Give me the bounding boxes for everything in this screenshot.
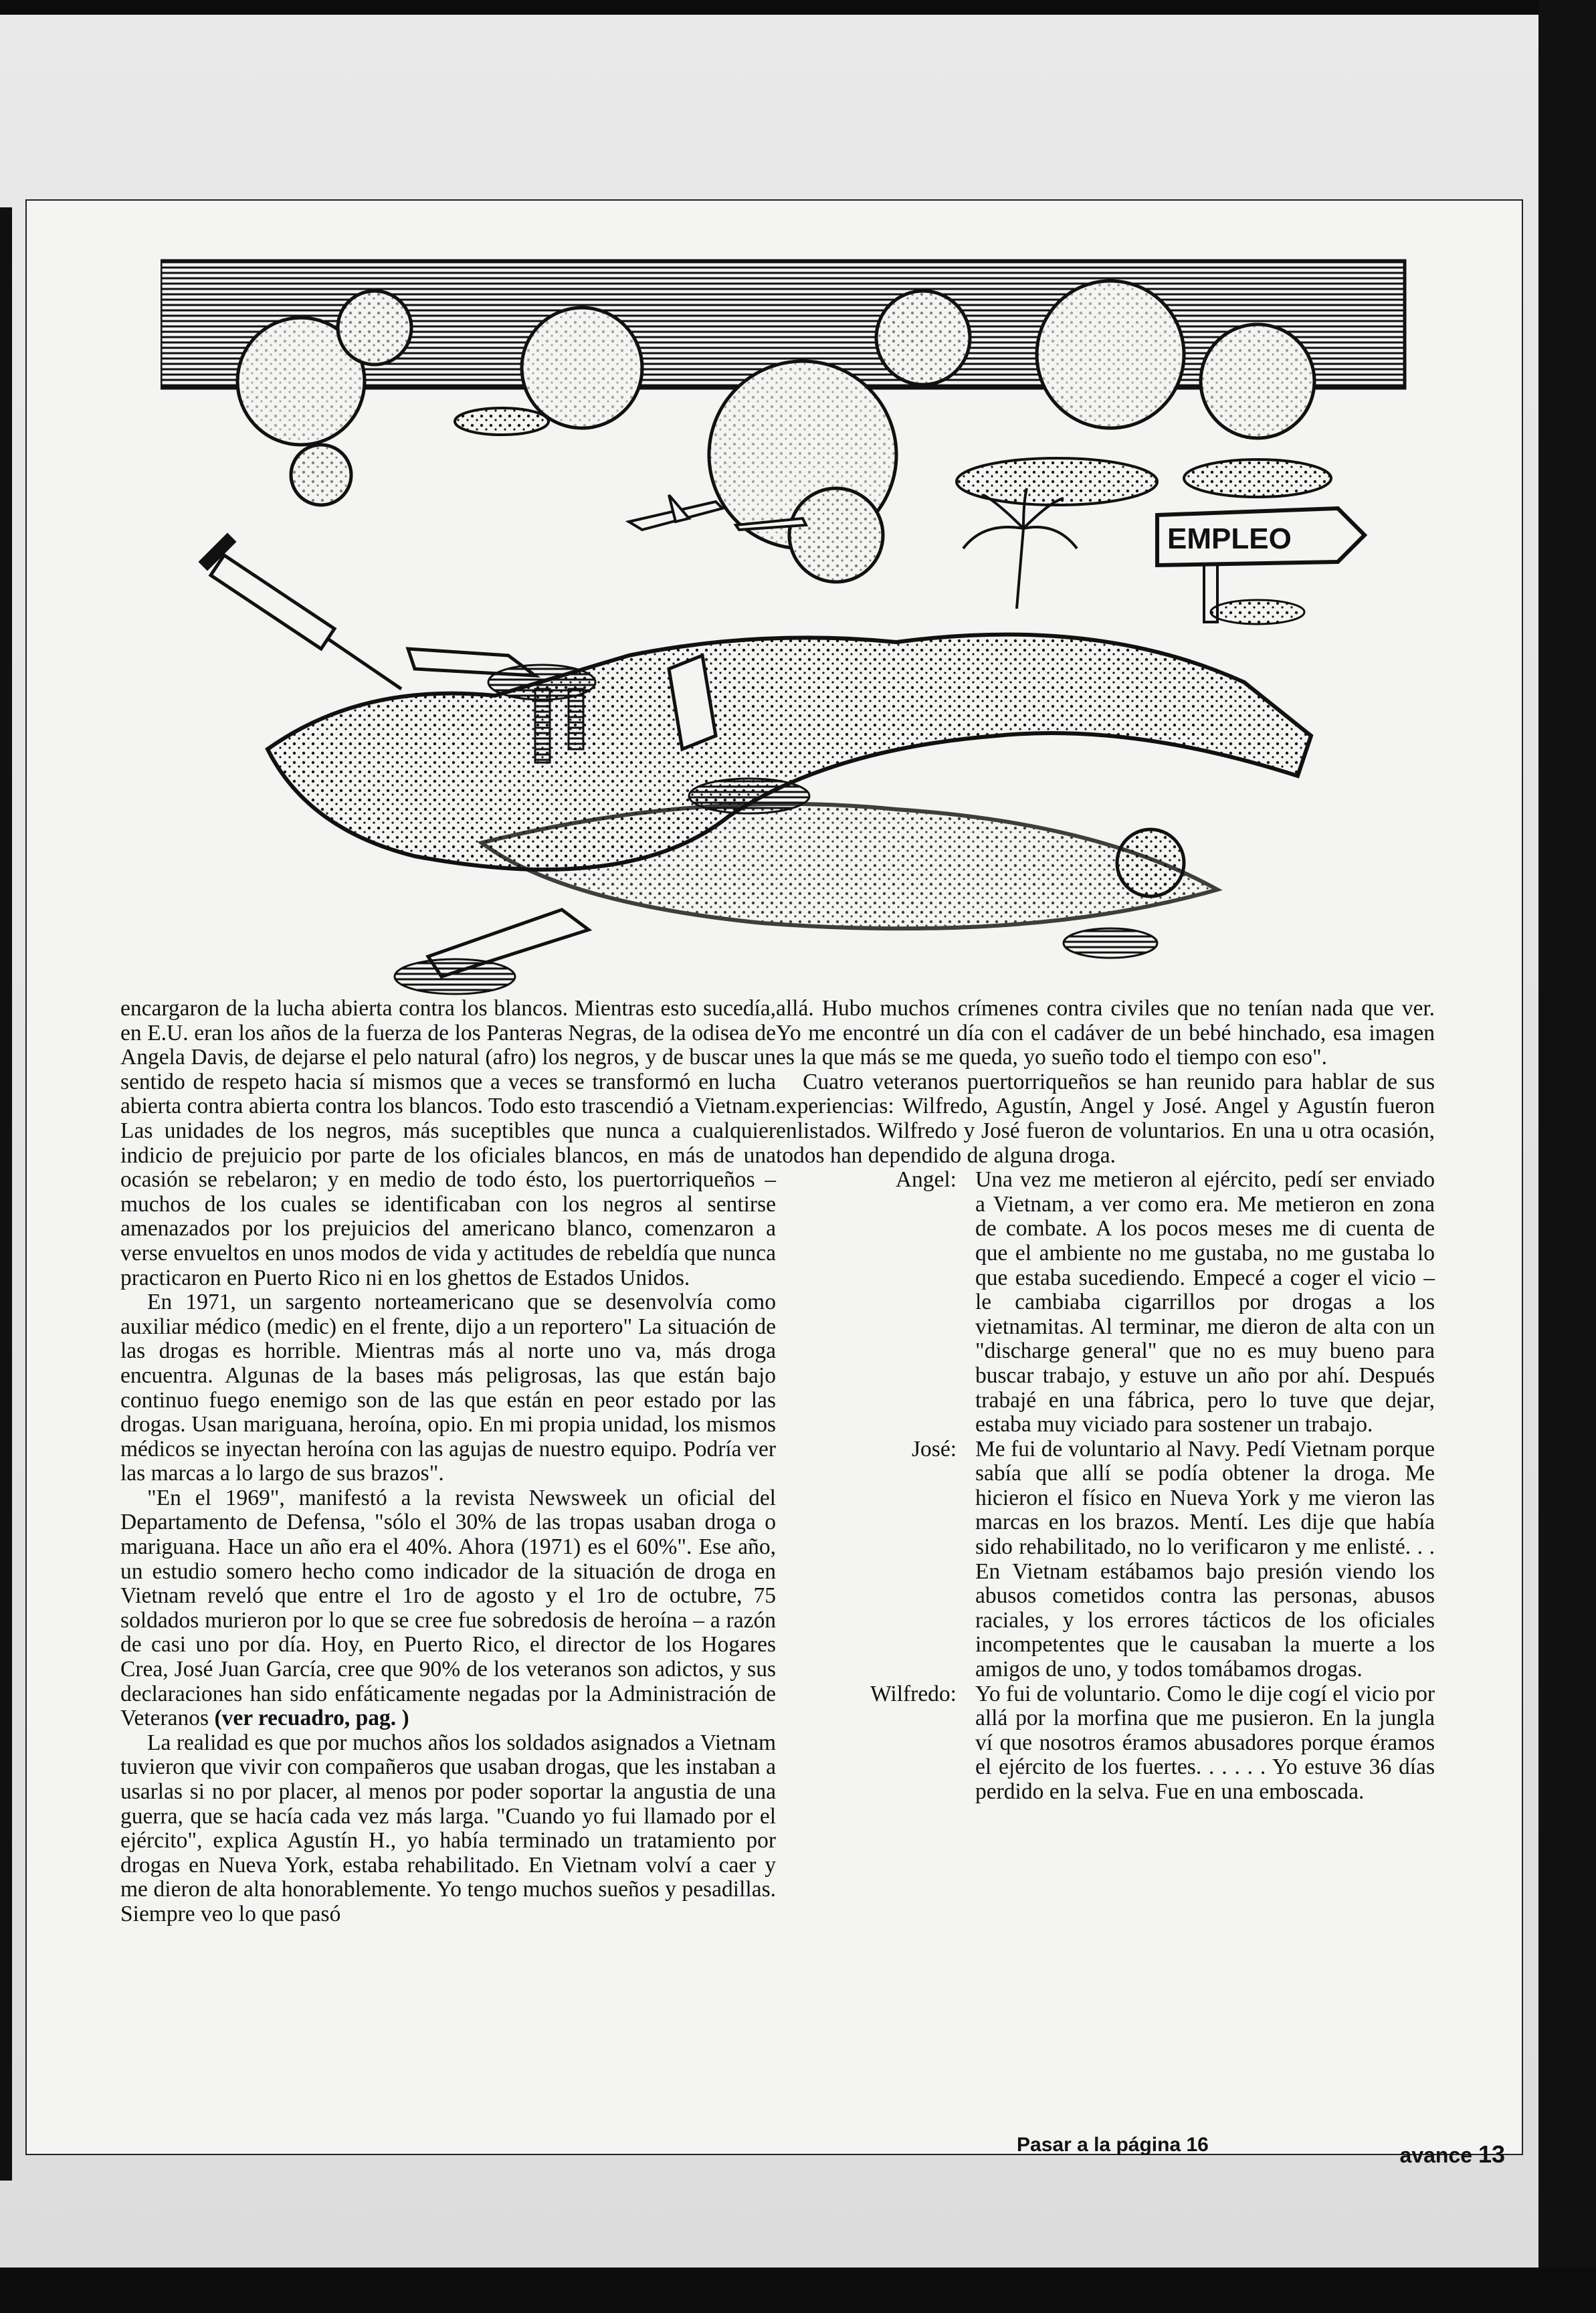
speech-jose: Me fui de voluntario al Navy. Pedí Vietnam porque sabía que allí se podía obtener la droga. Me hicieron el físico en Nueva York y me vieron las marcas en los brazos. Mentí. Les dije que había sido rehabilitado, no lo verificaron y me enlisté. . . En Vietnam estábamos bajo presión viendo los abusos cometidos contra las personas, abusos raciales, y los errores tácticos de los oficiales incompetentes que le causaban la muerte a los amigos de uno, y todos tomábamos drogas. <box>975 1436 1435 1682</box>
left-paragraph-1: encargaron de la lucha abierta contra los blancos. Mientras esto sucedía, en E.U. eran los años de la fuerza de los Panteras Negras, de la odisea de Angela Davis, de dejarse el pelo natural (afro) los negros, y de buscar un sentido de respeto hacia sí mismos que a veces se transformó en lucha abierta contra abierta contra los blancos. Todo esto trascendió a Vietnam. Las unidades de los negros, más suceptibles que nunca a cualquier indicio de prejuicio por parte de los oficiales blancos, en más de una ocasión se rebelaron; y en medio de todo ésto, los puertorriqueños – muchos de los cuales se identificaban con los negros al sentirse amenazados por los prejuicios del americano blanco, comenzaron a verse envueltos en unos modos de vida y actitudes de rebeldía que nunca practicaron en Puerto Rico ni en los ghettos de Estados Unidos. <box>120 996 776 1290</box>
scan-left-edge <box>0 207 12 2181</box>
magazine-page <box>27 201 1522 2168</box>
scan-right-border <box>1538 0 1596 2313</box>
syringe <box>201 535 401 689</box>
page-number-label <box>1400 2140 1505 2169</box>
continue-note: Pasar a la página 16 <box>1017 2134 1209 2156</box>
interview-dialogue <box>776 1168 1435 1804</box>
scan-bottom-border <box>0 2268 1596 2313</box>
speech-angel: Una vez me metieron al ejército, pedí ser enviado a Vietnam, a ver como era. Me metieron en zona de combate. A los pocos meses me di cuenta de que el ambiente no me gustaba, no me gustaba lo que estaba sucediendo. Empecé a coger el vicio – le cambiaba cigarrillos por drogas a los vietnamitas. Al terminar, me dieron de alta con un "discharge general" que no es muy bueno para buscar trabajo, y estuve un año por ahí. Después trabajé en una fábrica, pero lo tuve que dejar, estaba muy viciado para sostener un trabajo. <box>975 1167 1435 1437</box>
speaker-wilfredo: Wilfredo: <box>870 1681 957 1706</box>
article-left-column <box>120 997 776 1927</box>
right-intro: allá. Hubo muchos crímenes contra civiles que no tenían nada que ver. Yo me encontré un día con el cadáver de un bebé hinchado, esa imagen es la que más se me queda, yo sueño todo el tiempo con eso". <box>776 996 1435 1070</box>
speech-wilfredo: Yo fui de voluntario. Como le dije cogí el vicio por allá por la morfina que me pusieron. En la jungla ví que nosotros éramos abusadores porque éramos el ejército de los fuertes. . . . . . Yo estuve 36 días perdido en la selva. Fue en una emboscada. <box>975 1681 1435 1804</box>
page-footer <box>1017 2134 1505 2174</box>
empleo-sign-text: EMPLEO <box>1167 522 1292 555</box>
speaker-jose: José: <box>912 1436 957 1462</box>
palm-tree <box>963 488 1077 609</box>
recuadro-note: (ver recuadro, pag. ) <box>214 1706 409 1731</box>
war-drugs-illustration <box>161 254 1425 1023</box>
magazine-name: avance <box>1399 2143 1473 2167</box>
left-paragraph-3 <box>120 1486 776 1731</box>
scan-top-border <box>0 0 1596 15</box>
left-paragraph-2: En 1971, un sargento norteamericano que se desenvolvía como auxiliar médico (medic) en el frente, dijo a un reportero" La situación de las drogas es horrible. Mientras más al norte uno va, más droga encuentra. Algunas de la bases más peligrosas, las que están bajo continuo fuego enemigo son de las que están en peor estado por las drogas. Usan mariguana, heroína, opio. En mi propia unidad, los mismos médicos se inyectan heroína con las agujas de nuestro equipo. Podría ver las marcas a lo largo de sus brazos". <box>120 1290 776 1486</box>
left-paragraph-4: La realidad es que por muchos años los soldados asignados a Vietnam tuvieron que vivir con compañeros que usaban drogas, que les instaban a usarlas si no por placer, al menos por poder soportar la angustia de una guerra, que se hacía cada vez más larga. "Cuando yo fui llamado por el ejército", explica Agustín H., yo había terminado un tratamiento por drogas en Nueva York, estaba rehabilitado. En Vietnam volví a caer y me dieron de alta honorablemente. Yo tengo muchos sueños y pesadillas. Siempre veo lo que pasó <box>120 1730 776 1926</box>
right-paragraph: Cuatro veteranos puertorriqueños se han reunido para hablar de sus experiencias: Wilfredo, Agustín, Angel y José. Angel y Agustín fueron enlistados. Wilfredo y José fueron de voluntarios. En una u otra ocasión, todos han dependido de alguna droga. <box>776 1069 1435 1168</box>
left-paragraph-3-text: "En el 1969", manifestó a la revista Newsweek un oficial del Departamento de Defensa, "sólo el 30% de las tropas usaban droga o mariguana. Hace un año era el 40%. Ahora (1971) es el 60%". Ese año, un estudio somero hecho como indicador de la situación de droga en Vietnam reveló que entre el 1ro de agosto y el 1ro de octubre, 75 soldados murieron por lo que se cree fue sobredosis de heroína – a razón de casi uno por día. Hoy, en Puerto Rico, el director de los Hogares Crea, José Juan García, cree que 90% de los veteranos son adictos, y sus declaraciones han sido enfáticamente negadas por la Administración de Veteranos <box>120 1485 776 1731</box>
speaker-angel: Angel: <box>895 1167 957 1193</box>
article-right-column <box>776 997 1435 1805</box>
empleo-sign <box>1157 508 1365 624</box>
page-number: 13 <box>1478 2140 1505 2168</box>
